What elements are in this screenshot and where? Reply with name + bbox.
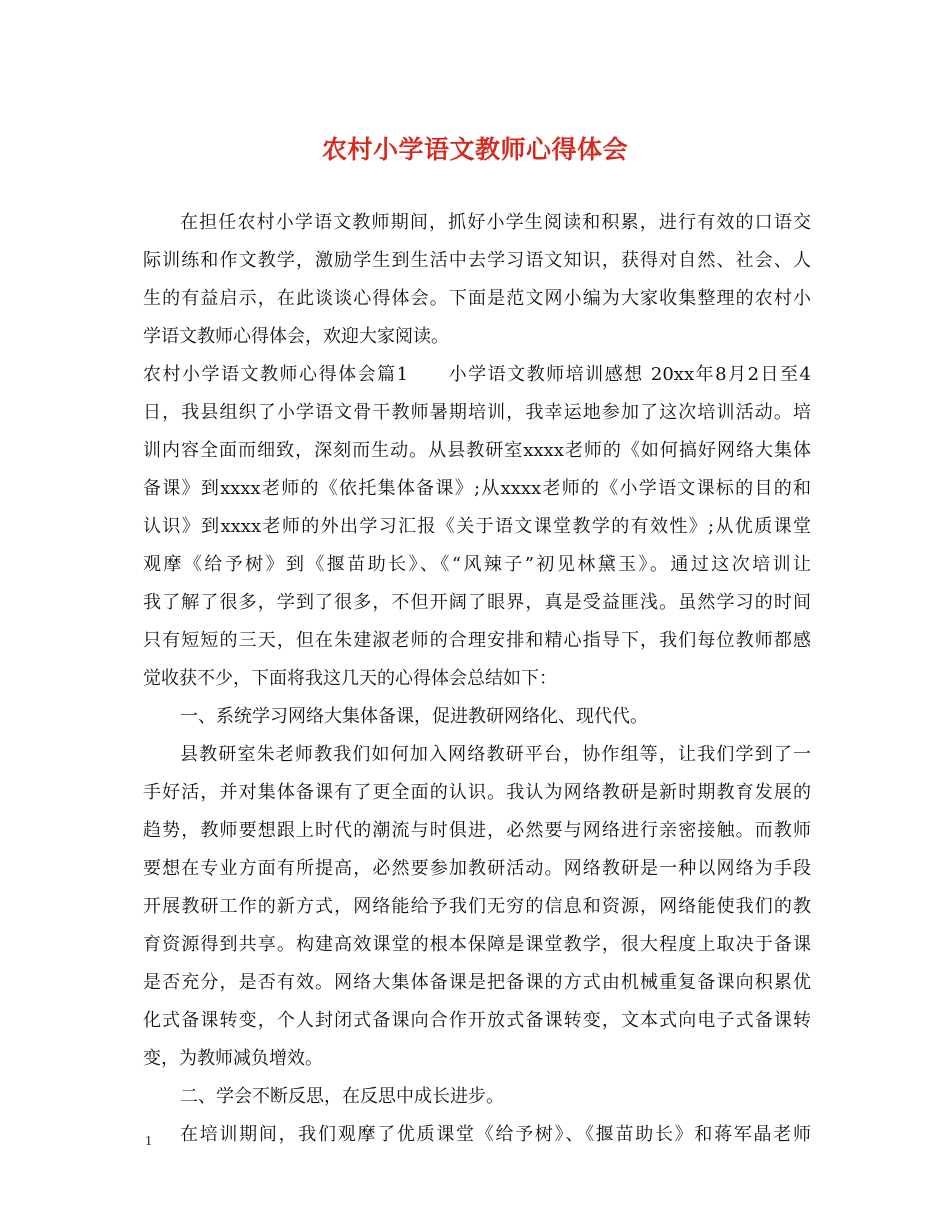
text-line: 育资源得到共享。构建高效课堂的根本保障是课堂教学，很大程度上取决于备课 [143, 934, 811, 955]
text-line: 在担任农村小学语文教师期间，抓好小学生阅读和积累，进行有效的口语交 [180, 212, 811, 233]
text-line: 备课》到xxxx老师的《依托集体备课》;从xxxx老师的《小学语文课标的目的和 [143, 478, 811, 499]
text-line: 县教研室朱老师教我们如何加入网络教研平台，协作组等，让我们学到了一 [180, 744, 811, 765]
text-line: 是否充分，是否有效。网络大集体备课是把备课的方式由机械重复备课向积累优 [143, 972, 811, 993]
text-line: 趋势，教师要想跟上时代的潮流与时俱进，必然要与网络进行亲密接触。而教师 [143, 820, 811, 841]
text-line: 观摩《给予树》到《揠苗助长》、《“风辣子”初见林黛玉》。通过这次培训让 [143, 554, 811, 575]
text-line: 生的有益启示，在此谈谈心得体会。下面是范文网小编为大家收集整理的农村小 [143, 288, 811, 309]
text-line: 在培训期间，我们观摩了优质课堂《给予树》、《揠苗助长》和蒋军晶老师 [180, 1124, 811, 1145]
document-body [143, 204, 811, 1154]
text-line: 开展教研工作的新方式，网络能给予我们无穷的信息和资源，网络能使我们的教 [143, 896, 811, 917]
page-number: 1 [145, 1134, 152, 1149]
text-line: 训内容全面而细致，深刻而生动。从县教研室xxxx老师的《如何搞好网络大集体 [143, 440, 811, 461]
text-line: 际训练和作文教学，激励学生到生活中去学习语文知识，获得对自然、社会、人 [143, 250, 811, 271]
text-line: 只有短短的三天，但在朱建淑老师的合理安排和精心指导下，我们每位教师都感 [143, 630, 811, 651]
text-line: 要想在专业方面有所提高，必然要参加教研活动。网络教研是一种以网络为手段 [143, 858, 811, 879]
text-line: 二、学会不断反思，在反思中成长进步。 [180, 1086, 504, 1107]
text-line: 认识》到xxxx老师的外出学习汇报《关于语文课堂教学的有效性》;从优质课堂 [143, 516, 811, 537]
text-line: 变，为教师减负增效。 [143, 1048, 323, 1069]
text-line: 日，我县组织了小学语文骨干教师暑期培训，我幸运地参加了这次培训活动。培 [143, 402, 811, 423]
text-line: 手好活，并对集体备课有了更全面的认识。我认为网络教研是新时期教育发展的 [143, 782, 811, 803]
text-line: 学语文教师心得体会，欢迎大家阅读。 [143, 326, 449, 347]
text-line: 我了解了很多，学到了很多，不但开阔了眼界，真是受益匪浅。虽然学习的时间 [143, 592, 811, 613]
document-title: 农村小学语文教师心得体会 [321, 135, 628, 164]
text-line: 化式备课转变，个人封闭式备课向合作开放式备课转变，文本式向电子式备课转 [143, 1010, 811, 1031]
text-line: 觉收获不少，下面将我这几天的心得体会总结如下： [143, 668, 557, 689]
text-line: 一、系统学习网络大集体备课，促进教研网络化、现代代。 [180, 706, 648, 727]
text-line: 农村小学语文教师心得体会篇1 小学语文教师培训感想 20xx年8月2日至4 [143, 364, 811, 385]
